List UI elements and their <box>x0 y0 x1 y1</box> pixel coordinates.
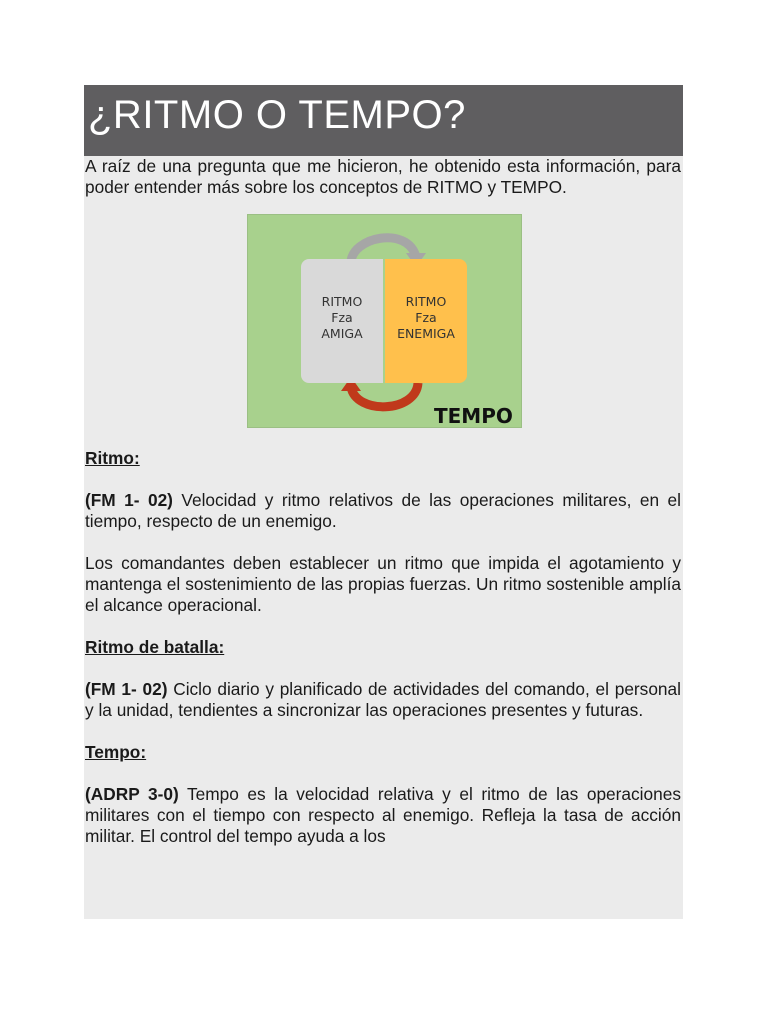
document-content <box>84 156 683 847</box>
reference: (FM 1- 02) <box>85 679 168 699</box>
enemy-line-3: ENEMIGA <box>397 326 455 341</box>
enemy-rhythm-box <box>385 259 467 383</box>
paragraph-text: Los comandantes deben establecer un ritmo que impida el agotamiento y mantenga el sostenimiento de las propias fuerzas. Un ritmo sostenible amplía el alcance operacional. <box>85 553 681 615</box>
enemy-line-2: Fza <box>415 310 437 325</box>
ritmo-paragraph <box>85 553 681 616</box>
ritmo-tempo-diagram <box>247 214 522 428</box>
section-heading-ritmo: Ritmo: <box>85 448 140 468</box>
definition-text: Velocidad y ritmo relativos de las operaciones militares, en el tiempo, respecto de un enemigo. <box>85 490 682 531</box>
ritmo-definition <box>85 490 681 532</box>
reference: (FM 1- 02) <box>85 490 173 510</box>
friendly-line-3: AMIGA <box>321 326 363 341</box>
tempo-definition <box>85 784 681 847</box>
figure-container <box>85 198 681 448</box>
section-heading-tempo: Tempo: <box>85 742 147 762</box>
ritmo-batalla-definition <box>85 679 681 721</box>
section-heading-ritmo-de-batalla: Ritmo de batalla: <box>85 637 225 657</box>
definition-text: Ciclo diario y planificado de actividades del comando, el personal y la unidad, tendientes a sincronizar las operaciones presentes y futuras. <box>85 679 681 720</box>
tempo-label: TEMPO <box>434 404 513 428</box>
definition-text: Tempo es la velocidad relativa y el ritmo de las operaciones militares con el tiempo con respecto al enemigo. Refleja la tasa de acción militar. El control del tempo ayuda a los <box>85 784 681 846</box>
intro-paragraph: A raíz de una pregunta que me hicieron, he obtenido esta información, para poder entender más sobre los conceptos de RITMO y TEMPO. <box>85 156 681 197</box>
friendly-rhythm-box <box>301 259 383 383</box>
document-page <box>84 85 683 919</box>
reference: (ADRP 3-0) <box>85 784 179 804</box>
friendly-line-1: RITMO <box>321 294 363 309</box>
friendly-line-2: Fza <box>331 310 353 325</box>
enemy-line-1: RITMO <box>405 294 447 309</box>
page-title: ¿RITMO O TEMPO? <box>84 85 683 156</box>
